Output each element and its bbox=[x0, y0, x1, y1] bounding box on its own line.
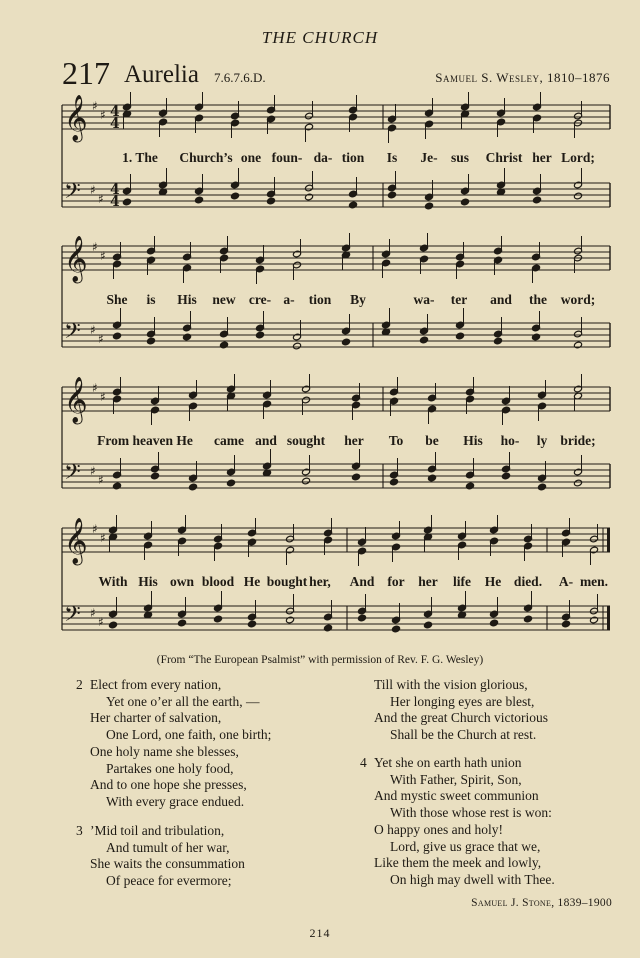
verse-line: Lord, give us grace that we, bbox=[390, 838, 541, 854]
note-head bbox=[248, 620, 257, 628]
verse-4 bbox=[360, 755, 555, 889]
note-head bbox=[349, 201, 358, 209]
verse-line: Shall be the Church at rest. bbox=[390, 727, 537, 743]
note-head bbox=[388, 191, 397, 199]
sharp-symbol: ♯ bbox=[98, 615, 104, 629]
lyric-syllable: own bbox=[169, 574, 195, 589]
bass-clef: 𝄢 bbox=[64, 460, 81, 490]
note-head bbox=[425, 202, 434, 210]
lyric-syllable: ho- bbox=[500, 433, 520, 448]
note-head bbox=[574, 341, 583, 349]
section-title: THE CHURCH bbox=[261, 28, 379, 47]
verse-line: And tumult of her war, bbox=[106, 839, 230, 855]
bass-clef: 𝄢 bbox=[64, 179, 81, 209]
permission-note: (From “The European Psalmist” with permission of Rev. F. G. Wesley) bbox=[156, 654, 484, 666]
lyric-syllable: one bbox=[240, 150, 262, 165]
verse-number: 4 bbox=[360, 755, 367, 770]
note-head bbox=[147, 337, 156, 345]
note-head bbox=[342, 338, 351, 346]
lyric-syllable: Church’s bbox=[179, 150, 233, 165]
verse-line: On high may dwell with Thee. bbox=[390, 871, 555, 887]
verse-line: Yet one o’er all the earth, — bbox=[106, 693, 260, 709]
sharp-symbol: ♯ bbox=[98, 332, 104, 346]
lyric-syllable: sus bbox=[450, 150, 470, 165]
note-head bbox=[151, 472, 160, 480]
verse-line: And to one hope she presses, bbox=[90, 777, 247, 793]
note-head bbox=[420, 336, 429, 344]
time-signature: 4 bbox=[110, 182, 120, 198]
lyric-syllable: men. bbox=[579, 574, 609, 589]
lyric-syllable: the bbox=[529, 292, 547, 307]
note-head bbox=[113, 482, 122, 490]
page-number: 214 bbox=[309, 926, 331, 940]
sharp-symbol: ♯ bbox=[92, 240, 98, 254]
verse-line: Partakes one holy food, bbox=[106, 760, 234, 776]
lyric-syllable: cre- bbox=[248, 292, 272, 307]
note-head bbox=[456, 332, 465, 340]
lyric-syllable: died. bbox=[513, 574, 543, 589]
note-head bbox=[532, 333, 541, 341]
time-signature: 4 bbox=[110, 194, 120, 210]
lyric-line bbox=[0, 574, 640, 592]
verse-line: And mystic sweet communion bbox=[374, 788, 539, 804]
lyric-syllable: He bbox=[484, 574, 502, 589]
lyric-syllable: ter bbox=[450, 292, 468, 307]
treble-staff bbox=[62, 246, 610, 270]
lyric-syllable: Je- bbox=[420, 150, 438, 165]
lyric-syllable: His bbox=[177, 292, 197, 307]
lyric-syllable: wa- bbox=[413, 292, 435, 307]
lyric-syllable: blood bbox=[201, 574, 235, 589]
verse-3-first-half bbox=[76, 823, 245, 890]
note-head bbox=[494, 337, 503, 345]
sharp-symbol: ♯ bbox=[100, 108, 106, 122]
treble-clef: 𝄞 bbox=[64, 95, 88, 141]
lyric-syllable: 1. The bbox=[122, 150, 158, 165]
note-head bbox=[286, 616, 295, 624]
bass-staff bbox=[62, 183, 610, 207]
lyric-syllable: and bbox=[490, 292, 512, 307]
lyric-syllable: His bbox=[138, 574, 158, 589]
hymn-number: 217 bbox=[62, 55, 110, 91]
note-head bbox=[293, 342, 302, 350]
lyric-syllable: is bbox=[146, 292, 156, 307]
note-head bbox=[590, 616, 599, 624]
verse-line: With every grace endued. bbox=[106, 793, 245, 809]
note-head bbox=[214, 615, 223, 623]
lyric-line bbox=[0, 433, 640, 451]
note-head bbox=[305, 193, 314, 201]
verse-line: Till with the vision glorious, bbox=[374, 677, 528, 692]
verse-line: One holy name she blesses, bbox=[90, 743, 239, 759]
note-head bbox=[195, 196, 204, 204]
note-head bbox=[502, 472, 511, 480]
note-head bbox=[109, 621, 118, 629]
sharp-symbol: ♯ bbox=[92, 381, 98, 395]
lyric-syllable: He bbox=[243, 574, 261, 589]
note-head bbox=[113, 332, 122, 340]
lyric-syllable: His bbox=[463, 433, 483, 448]
note-head bbox=[428, 474, 437, 482]
verse-line: With those whose rest is won: bbox=[390, 805, 552, 821]
bass-clef: 𝄢 bbox=[64, 602, 81, 632]
sharp-symbol: ♯ bbox=[98, 192, 104, 206]
lyric-syllable: To bbox=[388, 433, 404, 448]
lyric-syllable: foun- bbox=[271, 150, 303, 165]
note-head bbox=[256, 331, 265, 339]
treble-clef: 𝄞 bbox=[64, 377, 88, 423]
lyric-syllable: new bbox=[212, 292, 236, 307]
verse-line: With Father, Spirit, Son, bbox=[390, 771, 522, 787]
treble-staff bbox=[62, 105, 610, 129]
lyric-syllable: From heaven He bbox=[97, 433, 193, 448]
lyric-syllable: and bbox=[255, 433, 277, 448]
lyric-syllable: bride; bbox=[560, 433, 596, 448]
sharp-symbol: ♯ bbox=[92, 99, 98, 113]
note-head bbox=[424, 621, 433, 629]
treble-clef: 𝄞 bbox=[64, 236, 88, 282]
note-head bbox=[533, 196, 542, 204]
sharp-symbol: ♯ bbox=[92, 522, 98, 536]
note-head bbox=[324, 624, 333, 632]
note-head bbox=[574, 479, 583, 487]
note-head bbox=[183, 333, 192, 341]
verse-2 bbox=[76, 677, 272, 811]
tune-name: Aurelia bbox=[124, 61, 199, 88]
note-head bbox=[267, 197, 276, 205]
lyric-syllable: for bbox=[387, 574, 405, 589]
sharp-symbol: ♯ bbox=[90, 183, 96, 197]
verse-number: 3 bbox=[76, 823, 83, 838]
verse-line: Of peace for evermore; bbox=[106, 873, 232, 889]
note-head bbox=[390, 478, 399, 486]
composer-credit: Samuel S. Wesley, 1810–1876 bbox=[435, 70, 610, 85]
lyric-syllable: She bbox=[106, 292, 128, 307]
lyric-syllable: With bbox=[98, 574, 128, 589]
lyric-syllable: her bbox=[344, 433, 364, 448]
lyric-syllable: tion bbox=[341, 150, 365, 165]
sharp-symbol: ♯ bbox=[90, 323, 96, 337]
lyric-syllable: A- bbox=[558, 574, 574, 589]
note-head bbox=[227, 479, 236, 487]
lyric-syllable: word; bbox=[560, 292, 596, 307]
lyric-syllable: By bbox=[350, 292, 366, 307]
verse-line: She waits the consummation bbox=[90, 856, 245, 872]
lyric-syllable: And bbox=[349, 574, 375, 589]
note-head bbox=[352, 473, 361, 481]
verse-line: Her longing eyes are blest, bbox=[390, 693, 535, 709]
note-head bbox=[231, 192, 240, 200]
note-head bbox=[562, 620, 571, 628]
sharp-symbol: ♯ bbox=[98, 473, 104, 487]
lyric-syllable: tion bbox=[308, 292, 332, 307]
sharp-symbol: ♯ bbox=[100, 249, 106, 263]
verse-line: Elect from every nation, bbox=[90, 677, 222, 692]
time-signature: 4 bbox=[110, 116, 120, 132]
bass-staff bbox=[62, 464, 610, 488]
verse-3-second-half bbox=[374, 677, 548, 744]
verse-line: O happy ones and holy! bbox=[374, 821, 503, 837]
note-head bbox=[178, 619, 187, 627]
note-head bbox=[574, 192, 583, 200]
note-head bbox=[392, 625, 401, 633]
verse-line: And the great Church victorious bbox=[374, 710, 548, 726]
note-head bbox=[538, 483, 547, 491]
lyric-syllable: came bbox=[214, 433, 244, 448]
lyric-line bbox=[0, 150, 640, 168]
lyric-syllable: her bbox=[418, 574, 438, 589]
lyric-syllable: her, bbox=[309, 574, 331, 589]
sharp-symbol: ♯ bbox=[100, 531, 106, 545]
lyric-syllable: her bbox=[532, 150, 552, 165]
note-head bbox=[123, 198, 132, 206]
lyric-syllable: Is bbox=[386, 150, 398, 165]
lyric-syllable: bought bbox=[266, 574, 308, 589]
note-head bbox=[466, 482, 475, 490]
lyric-syllable: ly bbox=[536, 433, 548, 448]
note-head bbox=[524, 615, 533, 623]
lyric-syllable: a- bbox=[283, 292, 295, 307]
lyric-syllable: Lord; bbox=[561, 150, 595, 165]
final-bar-line bbox=[607, 528, 610, 552]
verse-number: 2 bbox=[76, 677, 83, 692]
text-attribution: Samuel J. Stone, 1839–1900 bbox=[471, 897, 612, 909]
sharp-symbol: ♯ bbox=[90, 464, 96, 478]
lyric-line bbox=[0, 292, 640, 310]
verse-line: ’Mid toil and tribulation, bbox=[90, 823, 225, 838]
meter: 7.6.7.6.D. bbox=[214, 70, 266, 85]
sharp-symbol: ♯ bbox=[90, 606, 96, 620]
note-head bbox=[461, 198, 470, 206]
lyric-syllable: be bbox=[425, 433, 439, 448]
note-head bbox=[220, 341, 229, 349]
verse-line: Her charter of salvation, bbox=[90, 710, 222, 726]
treble-clef: 𝄞 bbox=[64, 518, 88, 564]
lyric-syllable: life bbox=[453, 574, 471, 589]
lyric-syllable: Christ bbox=[485, 150, 523, 165]
note-head bbox=[358, 614, 367, 622]
lyric-syllable: da- bbox=[313, 150, 333, 165]
time-signature: 4 bbox=[110, 104, 120, 120]
bass-clef: 𝄢 bbox=[64, 319, 81, 349]
lyric-syllable: sought bbox=[286, 433, 326, 448]
sharp-symbol: ♯ bbox=[100, 390, 106, 404]
bass-staff bbox=[62, 323, 610, 347]
note-head bbox=[490, 619, 499, 627]
note-head bbox=[189, 483, 198, 491]
verse-line: Yet she on earth hath union bbox=[374, 755, 522, 770]
verse-line: Like them the meek and lowly, bbox=[374, 855, 542, 871]
verse-line: One Lord, one faith, one birth; bbox=[106, 727, 272, 743]
note-head bbox=[302, 477, 311, 485]
final-bar-line bbox=[607, 606, 610, 630]
treble-staff bbox=[62, 387, 610, 411]
